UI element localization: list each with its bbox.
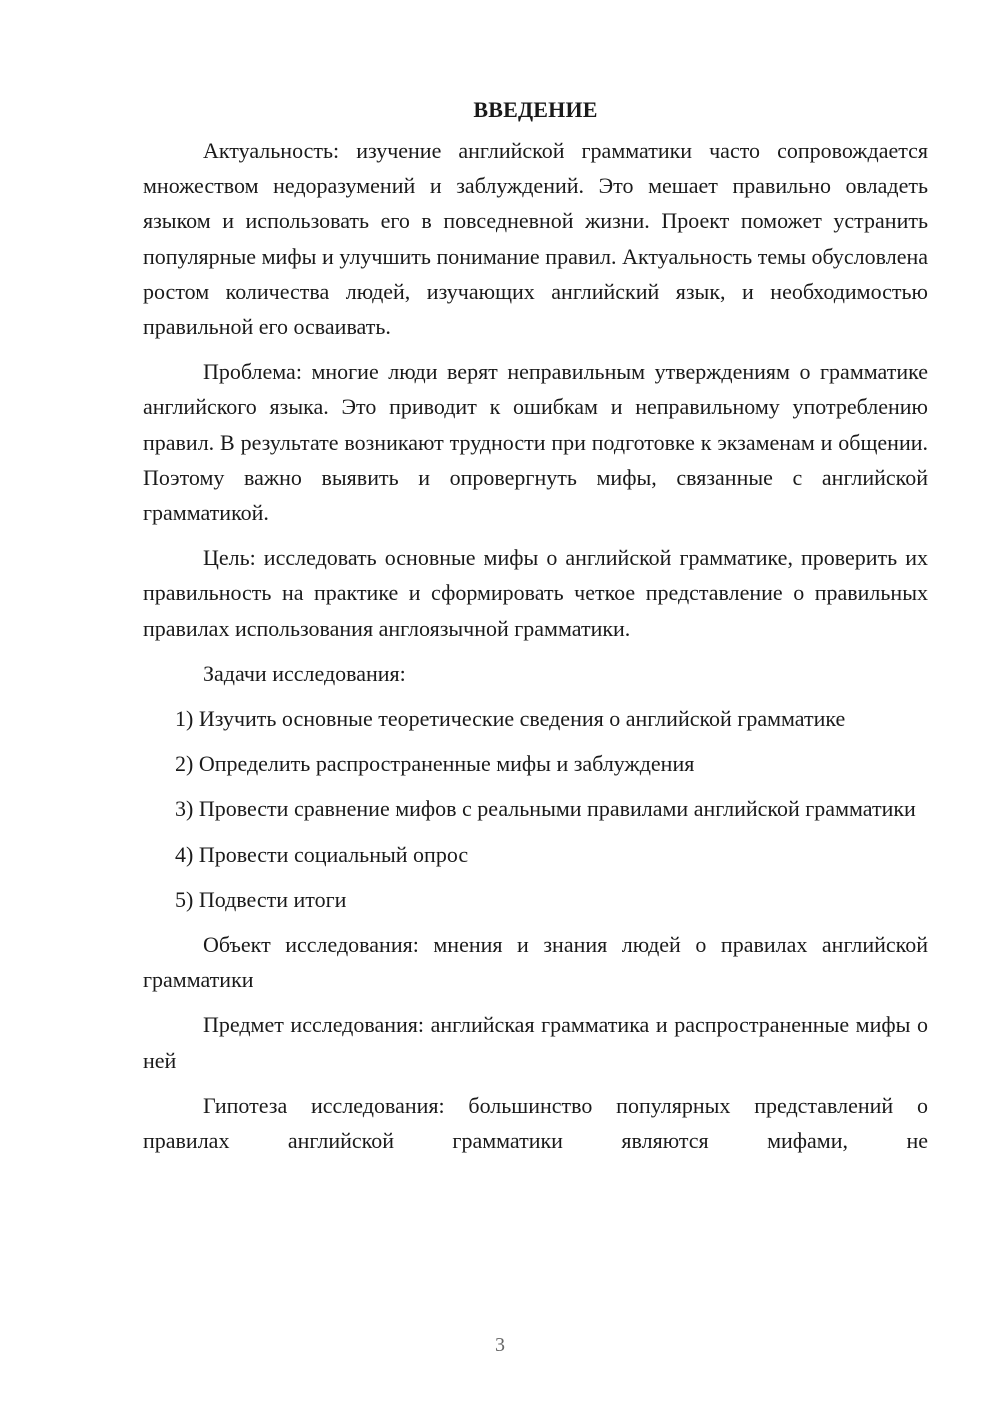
section-title: ВВЕДЕНИЕ [473, 97, 598, 122]
document-page [143, 92, 928, 1168]
tasks-heading: Задачи исследования: [203, 660, 406, 686]
page-number: 3 [495, 1334, 505, 1356]
task-item-2: 2) Определить распространенные мифы и заблуждения [175, 751, 695, 777]
goal-paragraph: Цель: исследовать основные мифы о английской грамматике, проверить их правильность на практике и сформировать четкое представление о правильных правилах использования англоязычной грамматики. [143, 545, 928, 641]
task-item-5: 5) Подвести итоги [175, 886, 347, 912]
problem-paragraph: Проблема: многие люди верят неправильным утверждениям о грамматике английского языка. Это приводит к ошибкам и неправильному употреблению правил. В результате возникают трудности при подготовке к экзаменам и общении. Поэтому важно выявить и опровергнуть мифы, связанные с английской грамматикой. [143, 359, 928, 526]
task-item-4: 4) Провести социальный опрос [175, 841, 469, 867]
hypothesis-paragraph: Гипотеза исследования: большинство популярных представлений о правилах английской грамматики являются мифами, не [143, 1092, 928, 1154]
relevance-paragraph: Актуальность: изучение английской грамматики часто сопровождается множеством недоразумений и заблуждений. Это мешает правильно овладеть языком и использовать его в повседневной жизни. Проект поможет устранить популярные мифы и улучшить понимание правил. Актуальность темы обусловлена ростом количества людей, изучающих английский язык, и необходимостью правильной его осваивать. [143, 138, 928, 340]
task-item-1: 1) Изучить основные теоретические сведения о английской грамматике [175, 706, 846, 732]
research-object-paragraph: Объект исследования: мнения и знания людей о правилах английской грамматики [143, 932, 928, 993]
task-item-3: 3) Провести сравнение мифов с реальными правилами английской грамматики [175, 796, 916, 822]
research-subject-paragraph: Предмет исследования: английская грамматика и распространенные мифы о ней [143, 1012, 928, 1073]
